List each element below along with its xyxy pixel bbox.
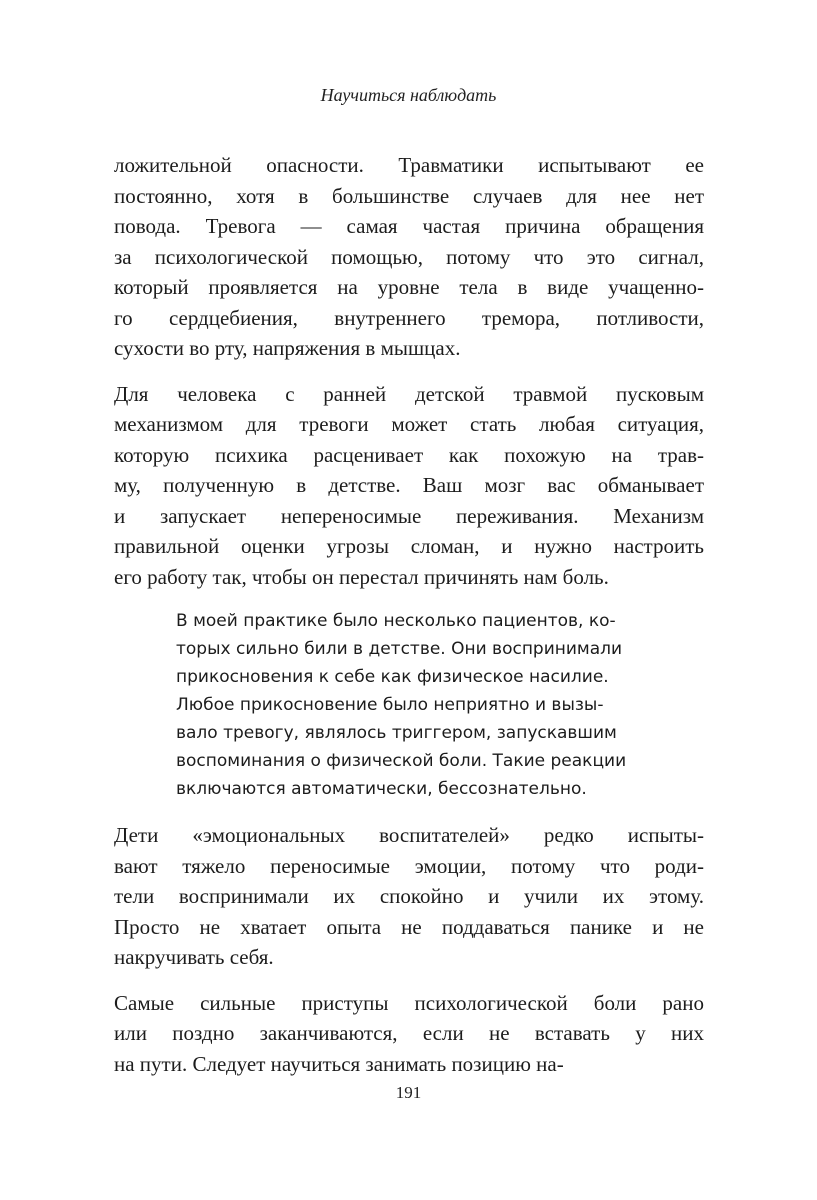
text-line: воспоминания о физической боли. Такие реакции <box>176 751 627 771</box>
text-line: за психологической помощью, потому что это сигнал, <box>114 244 704 269</box>
text-line: его работу так, чтобы он перестал причинять нам боль. <box>114 564 609 589</box>
text-line: и запускает непереносимые переживания. Механизм <box>114 503 704 528</box>
block-quote <box>176 607 664 803</box>
text-line: торых сильно били в детстве. Они воспринимали <box>176 639 623 659</box>
text-line: Для человека с ранней детской травмой пусковым <box>114 381 704 406</box>
text-line: накручивать себя. <box>114 945 274 969</box>
text-line: Самые сильные приступы психологической боли рано <box>114 990 704 1015</box>
text-line: или поздно заканчиваются, если не вставать у них <box>114 1021 704 1045</box>
text-line: механизмом для тревоги может стать любая ситуация, <box>114 412 704 436</box>
text-line: вают тяжело переносимые эмоции, потому что роди- <box>114 853 704 878</box>
body-paragraph <box>114 379 704 593</box>
text-line: Просто не хватает опыта не поддаваться панике и не <box>114 914 704 939</box>
body-paragraph <box>114 820 704 973</box>
text-line: который проявляется на уровне тела в виде учащенно- <box>114 275 704 299</box>
text-line: го сердцебиения, внутреннего тремора, потливости, <box>114 305 704 330</box>
text-line: тели воспринимали их спокойно и учили их этому. <box>114 884 704 908</box>
text-line: сухости во рту, напряжения в мышцах. <box>114 336 461 360</box>
text-line: включаются автоматически, бессознательно. <box>176 779 587 799</box>
text-line: Любое прикосновение было неприятно и вызы- <box>176 695 604 715</box>
text-block <box>114 150 704 1079</box>
text-line: вало тревогу, являлось триггером, запускавшим <box>176 723 617 743</box>
text-line: прикосновения к себе как физическое насилие. <box>176 667 609 687</box>
text-line: правильной оценки угрозы сломан, и нужно настроить <box>114 534 704 558</box>
text-line: му, полученную в детстве. Ваш мозг вас обманывает <box>114 473 704 497</box>
text-line: постоянно, хотя в большинстве случаев для нее нет <box>114 183 704 208</box>
running-title: Научиться наблюдать <box>320 85 497 105</box>
text-line: на пути. Следует научиться занимать позицию на- <box>114 1051 564 1076</box>
text-line: ложительной опасности. Травматики испытывают ее <box>114 153 704 177</box>
page-number: 191 <box>395 1083 422 1102</box>
body-paragraph <box>114 150 704 364</box>
text-line: повода. Тревога — самая частая причина обращения <box>114 214 704 238</box>
text-line: которую психика расценивает как похожую на трав- <box>114 442 704 467</box>
text-line: В моей практике было несколько пациентов, ко- <box>176 611 616 631</box>
body-paragraph <box>114 988 704 1080</box>
text-line: Дети «эмоциональных воспитателей» редко испыты- <box>114 823 704 847</box>
